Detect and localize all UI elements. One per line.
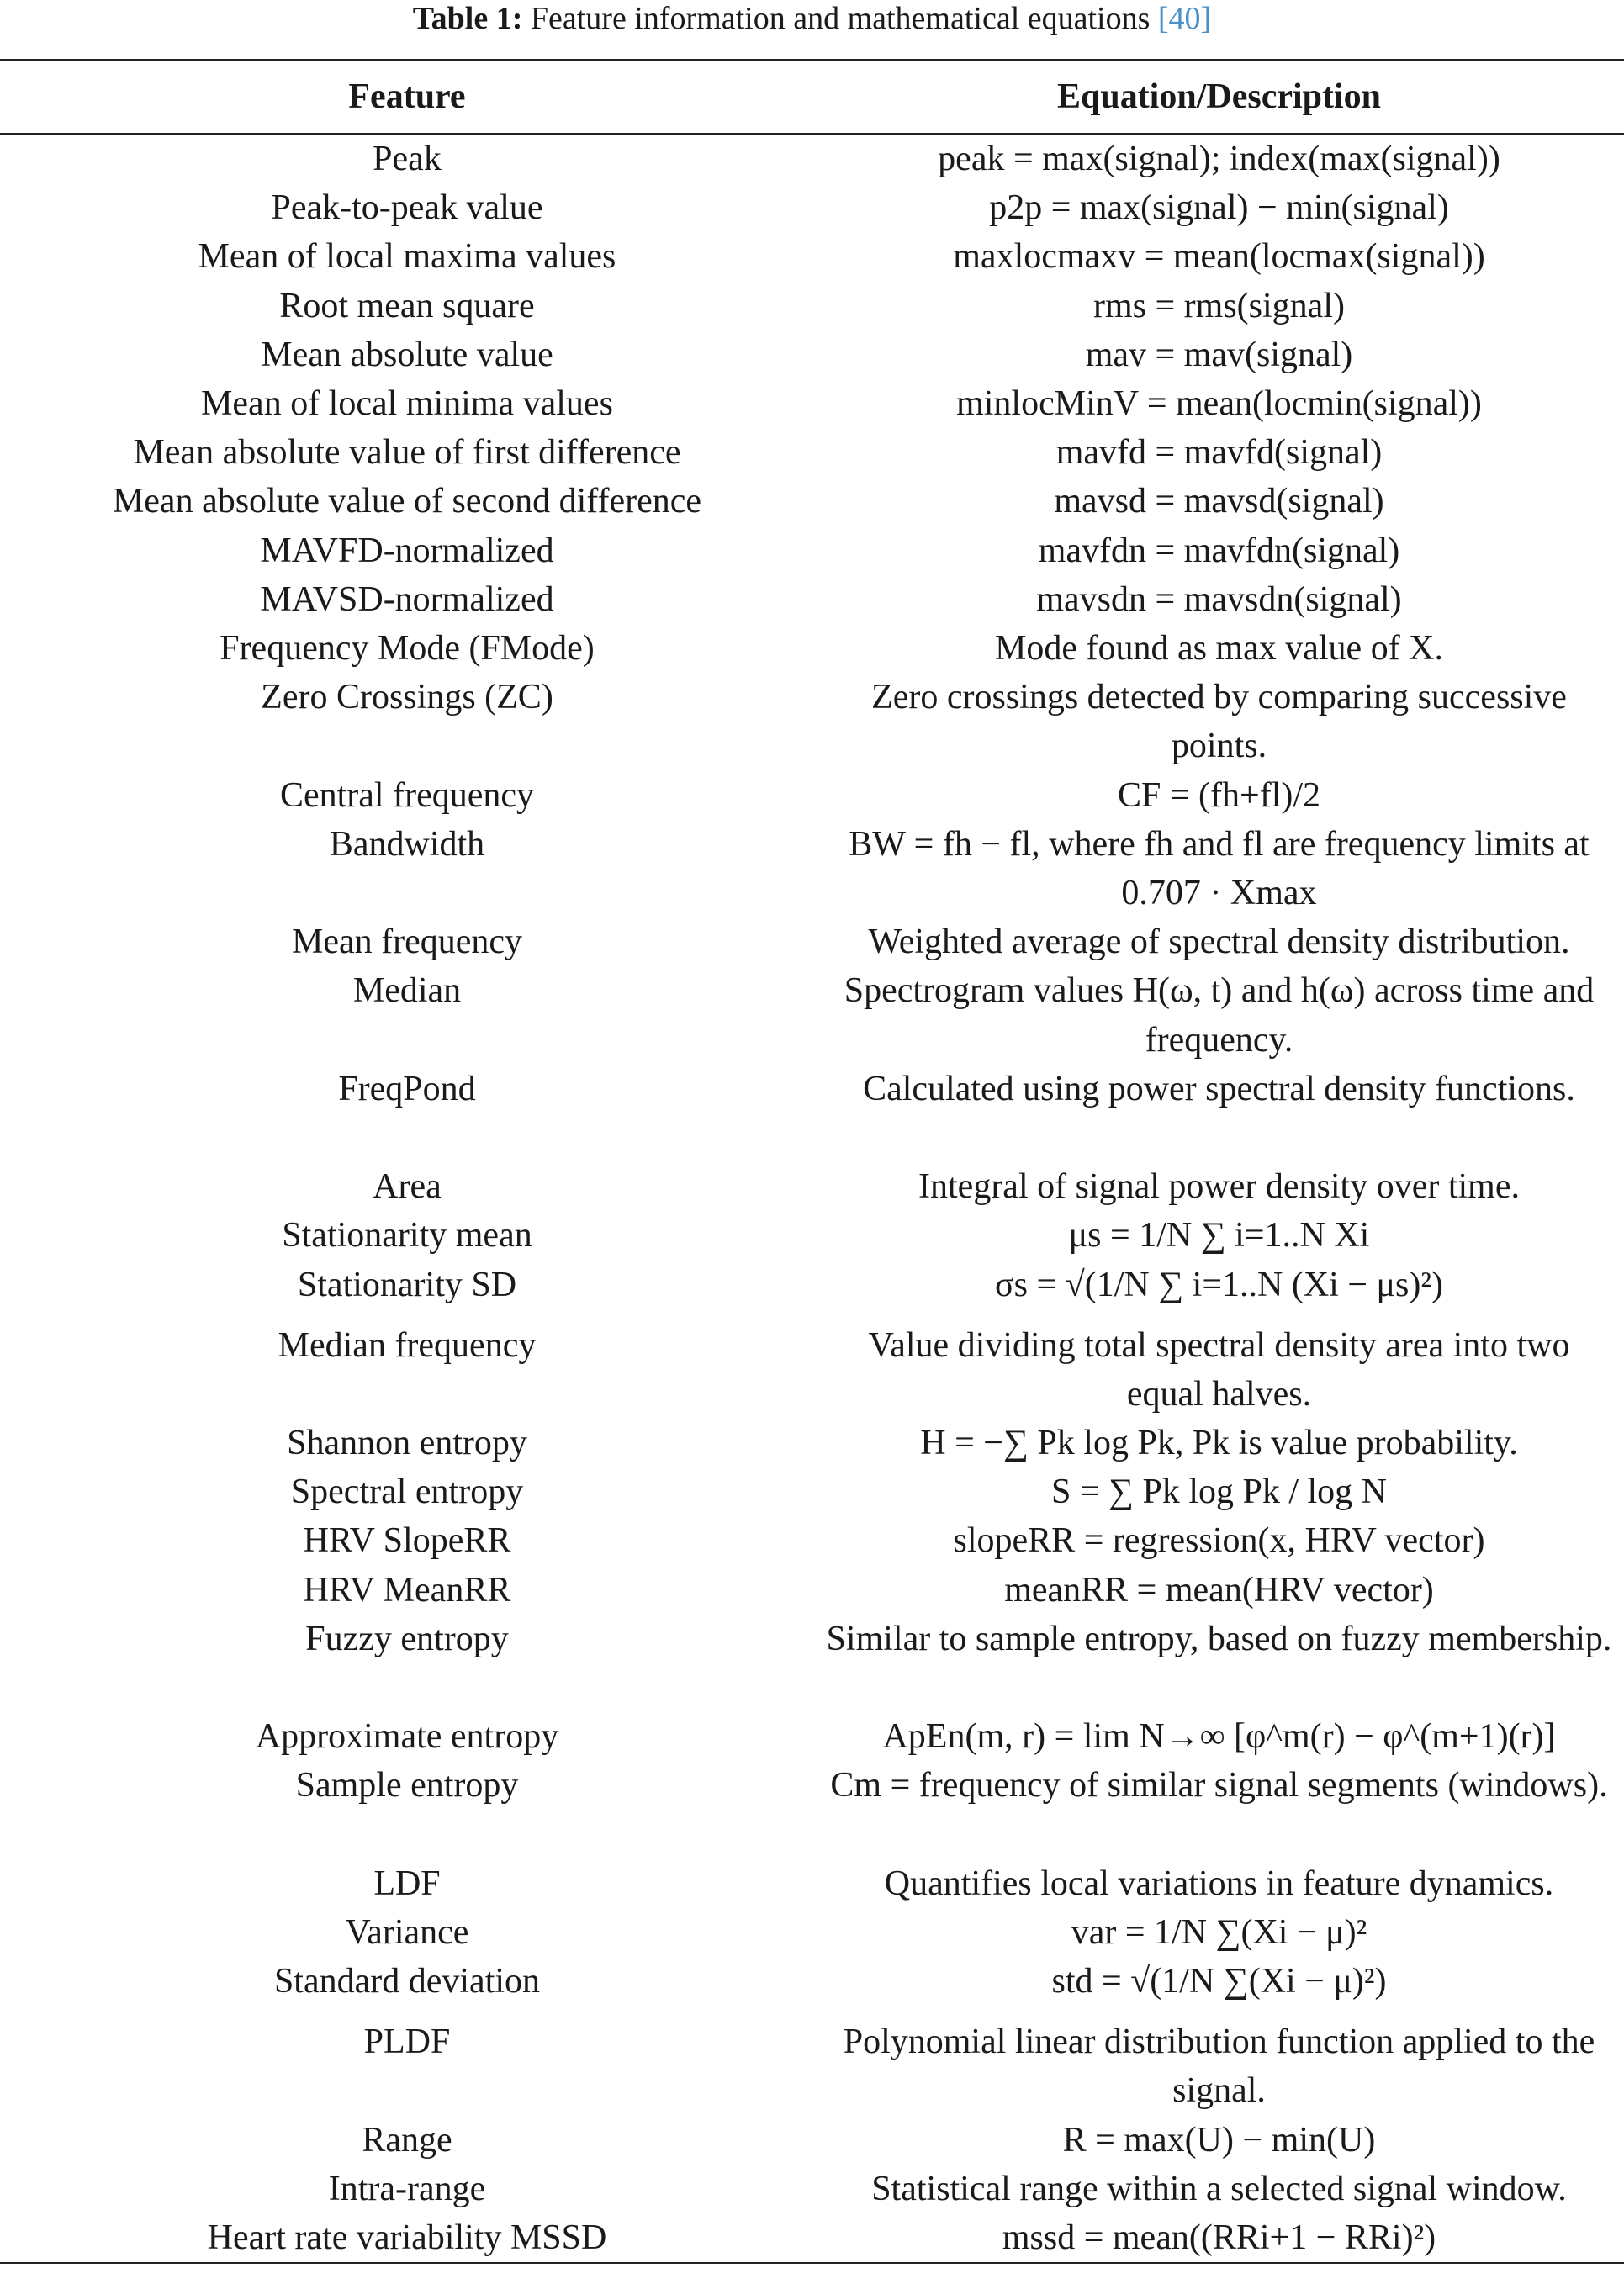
equation-cell: S = ∑ Pk log Pk / log N [1050, 1472, 1388, 1512]
table-row [0, 282, 1624, 330]
equation-cell: var = 1/N ∑(Xi − μ)² [1071, 1913, 1367, 1953]
table-row [0, 2213, 1624, 2263]
feature-cell: Area [373, 1167, 442, 1207]
feature-cell: Mean of local maxima values [198, 237, 616, 277]
equation-cell: peak = max(signal); index(max(signal)) [938, 140, 1500, 178]
table-row [0, 1859, 1624, 1908]
table-row [0, 330, 1624, 379]
equation-cell: minlocMinV = mean(locmin(signal)) [956, 384, 1482, 424]
feature-cell: LDF [373, 1864, 441, 1903]
equation-cell: H = −∑ Pk log Pk, Pk is value probability. [920, 1424, 1518, 1463]
table-row [0, 2017, 1624, 2115]
table-row [0, 232, 1624, 281]
table-row [0, 1065, 1624, 1162]
table-row [0, 183, 1624, 232]
table-row [0, 1321, 1624, 1419]
equation-cell: Quantifies local variations in feature dynamics. [884, 1864, 1554, 1903]
table-row [0, 771, 1624, 820]
equation-cell: BW = fh − fl, where fh and fl are frequency limits at 0.707 · Xmax [849, 824, 1590, 913]
equation-cell: Value dividing total spectral density area into two equal halves. [868, 1325, 1570, 1414]
header-feature: Feature [0, 60, 814, 134]
table-row [0, 1908, 1624, 1957]
feature-cell: MAVFD-normalized [260, 531, 554, 570]
feature-cell: Intra-range [328, 2169, 486, 2208]
feature-cell: PLDF [363, 2022, 451, 2062]
table-row [0, 2165, 1624, 2213]
feature-cell: Approximate entropy [255, 1717, 559, 1757]
table-row [0, 917, 1624, 966]
feature-cell: Sample entropy [295, 1766, 519, 1806]
equation-cell: meanRR = mean(HRV vector) [1004, 1570, 1434, 1610]
table-row [0, 2116, 1624, 2165]
equation-cell: Zero crossings detected by comparing successive points. [871, 678, 1567, 766]
table-row [0, 575, 1624, 624]
table-row [0, 673, 1624, 770]
feature-cell: Peak-to-peak value [271, 188, 543, 228]
table-row [0, 526, 1624, 575]
feature-cell: Peak [373, 140, 442, 178]
feature-cell: Bandwidth [329, 824, 485, 864]
equation-cell: mavsdn = mavsdn(signal) [1036, 579, 1402, 619]
table-row [0, 1467, 1624, 1516]
table-row [0, 966, 1624, 1064]
table-header-row [0, 60, 1624, 134]
equation-cell: std = √(1/N ∑(Xi − μ)²) [1051, 1962, 1387, 2001]
equation-cell: slopeRR = regression(x, HRV vector) [953, 1521, 1485, 1561]
feature-cell: Range [362, 2120, 452, 2160]
feature-cell: Frequency Mode (FMode) [220, 629, 595, 669]
feature-cell: Heart rate variability MSSD [0, 2213, 814, 2263]
equation-cell: CF = (fh+fl)/2 [1117, 775, 1321, 815]
equation-cell: Spectrogram values H(ω, t) and h(ω) across time and frequency. [844, 971, 1595, 1060]
table-row [0, 1261, 1624, 1321]
table-row [0, 820, 1624, 917]
table-row [0, 1211, 1624, 1260]
equation-cell: mavsd = mavsd(signal) [1054, 482, 1384, 521]
caption-ref-open: [ [1157, 1, 1169, 36]
table-row [0, 379, 1624, 428]
equation-cell: ApEn(m, r) = lim N→∞ [φ^m(r) − φ^(m+1)(r)] [882, 1717, 1556, 1757]
feature-cell: Stationarity mean [282, 1216, 532, 1256]
feature-cell: Spectral entropy [290, 1472, 524, 1512]
feature-cell: Median frequency [278, 1325, 537, 1365]
feature-cell: Median [352, 971, 462, 1011]
equation-cell: p2p = max(signal) − min(signal) [989, 188, 1449, 228]
feature-cell: Fuzzy entropy [305, 1619, 509, 1658]
feature-cell: Standard deviation [273, 1962, 541, 2001]
caption-ref-close: ] [1200, 1, 1212, 36]
equation-cell: R = max(U) − min(U) [1062, 2120, 1376, 2160]
equation-cell: Statistical range within a selected signal window. [871, 2169, 1567, 2208]
feature-cell: Variance [345, 1913, 469, 1953]
feature-cell: Mean of local minima values [201, 384, 613, 424]
table-row [0, 1957, 1624, 2017]
table-row [0, 477, 1624, 526]
equation-cell: Similar to sample entropy, based on fuzzy membership. [826, 1619, 1612, 1658]
feature-cell: HRV MeanRR [303, 1570, 511, 1610]
equation-cell: Cm = frequency of similar signal segments (windows). [830, 1766, 1608, 1806]
table-row [0, 1162, 1624, 1211]
equation-cell: Integral of signal power density over time. [918, 1167, 1520, 1207]
citation-link[interactable]: 40 [1168, 1, 1201, 36]
equation-cell: mavfdn = mavfdn(signal) [1038, 531, 1400, 570]
table-row [0, 134, 1624, 183]
equation-cell: Polynomial linear distribution function applied to the signal. [843, 2022, 1595, 2111]
table-row [0, 1712, 1624, 1761]
header-equation: Equation/Description [814, 60, 1624, 134]
table-row [0, 428, 1624, 477]
feature-cell: Shannon entropy [287, 1424, 527, 1463]
equation-cell: maxlocmaxv = mean(locmax(signal)) [953, 237, 1485, 277]
caption-text: Feature information and mathematical equations [522, 1, 1158, 36]
equation-cell: σs = √(1/N ∑ i=1..N (Xi − μs)²) [995, 1265, 1443, 1304]
feature-cell: MAVSD-normalized [260, 579, 554, 619]
feature-cell: FreqPond [338, 1069, 476, 1108]
feature-cell: Root mean square [279, 286, 535, 325]
feature-cell: Central frequency [279, 775, 535, 815]
equation-cell: Calculated using power spectral density functions. [863, 1069, 1575, 1108]
table-row [0, 1615, 1624, 1712]
equation-cell: rms = rms(signal) [1093, 286, 1345, 325]
feature-table [0, 59, 1624, 2264]
table-caption [0, 0, 1624, 47]
equation-cell: mavfd = mavfd(signal) [1055, 433, 1383, 473]
table-row [0, 1761, 1624, 1858]
table-row [0, 1419, 1624, 1467]
equation-cell: Weighted average of spectral density distribution. [868, 923, 1570, 962]
feature-cell: HRV SlopeRR [303, 1521, 511, 1561]
feature-cell: Mean absolute value of first difference [133, 433, 681, 473]
feature-cell: Mean frequency [291, 923, 523, 962]
equation-cell: Mode found as max value of X. [994, 629, 1444, 669]
table-row [0, 1516, 1624, 1565]
feature-cell: Stationarity SD [297, 1265, 517, 1304]
table-row [0, 624, 1624, 673]
equation-cell: mssd = mean((RRi+1 − RRi)²) [814, 2213, 1624, 2263]
feature-cell: Zero Crossings (ZC) [261, 678, 553, 717]
table-row [0, 1566, 1624, 1615]
feature-cell: Mean absolute value of second difference [112, 482, 702, 521]
equation-cell: μs = 1/N ∑ i=1..N Xi [1068, 1216, 1370, 1256]
feature-cell: Mean absolute value [261, 335, 553, 374]
caption-label: Table 1: [412, 1, 523, 36]
equation-cell: mav = mav(signal) [1085, 335, 1353, 374]
